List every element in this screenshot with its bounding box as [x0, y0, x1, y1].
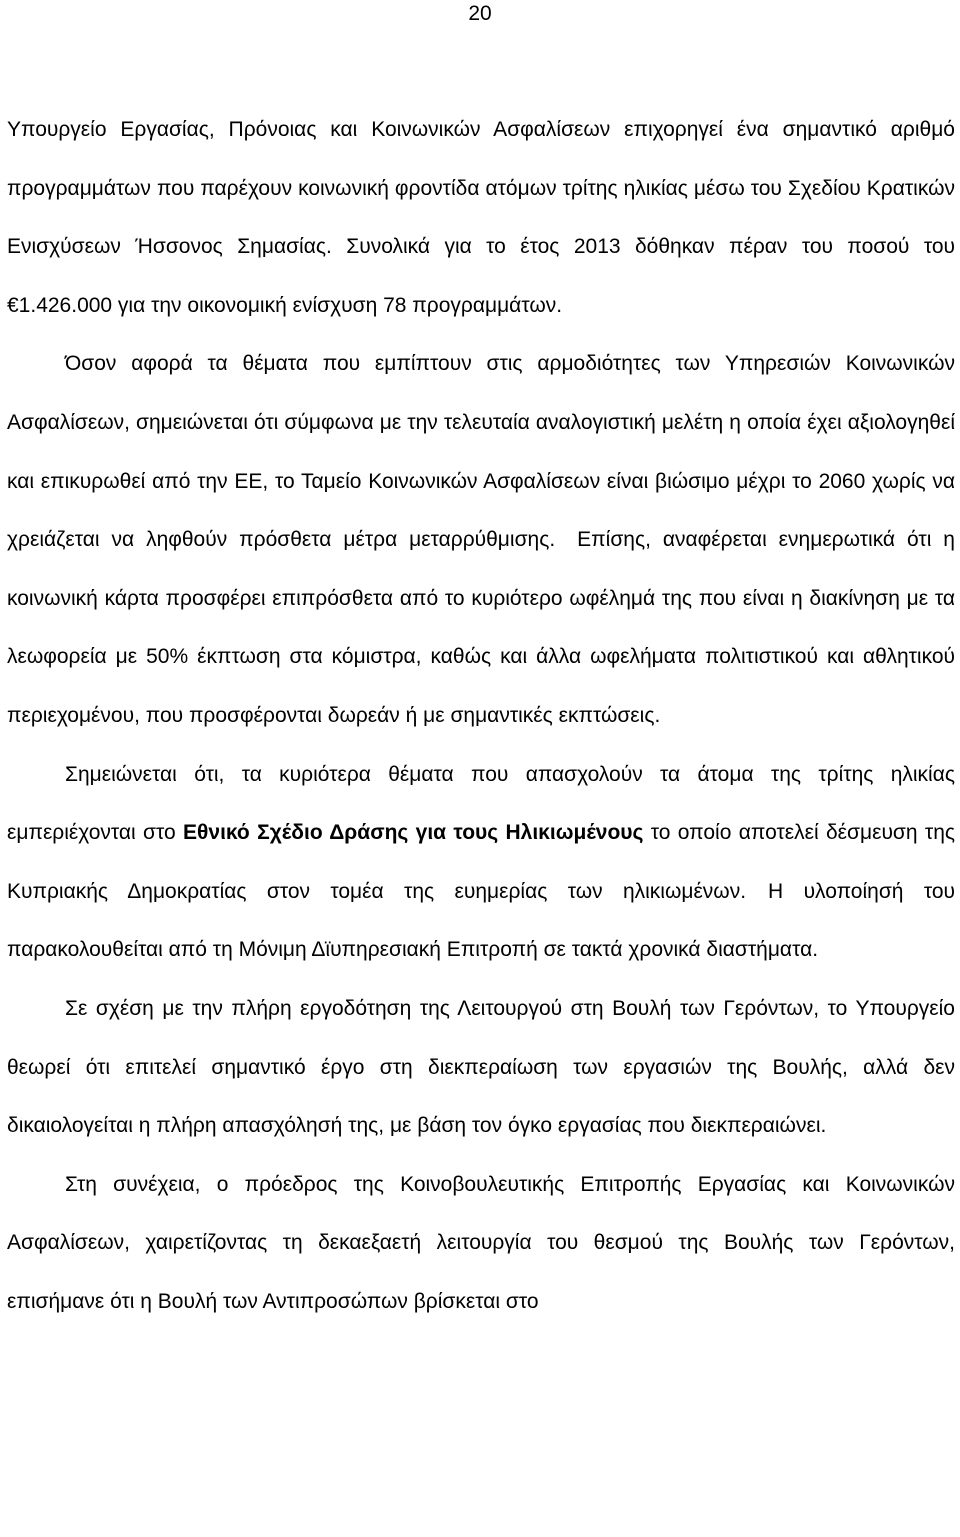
paragraph-5-text: Στη συνέχεια, ο πρόεδρος της Κοινοβουλευτικής Επιτροπής Εργασίας και Κοινωνικών Ασφαλίσεων, χαιρετίζοντας τη δεκαεξαετή λειτουργία του θεσμού της Βουλής των Γερόντων, επισήμανε ότι η Βουλή των Αντιπροσώπων βρίσκεται στο [7, 1172, 955, 1313]
paragraph-3-text-before: Σημειώνεται ότι, τα κυριότερα θέματα που απασχολούν τα άτομα της τρίτης ηλικίας εμπεριέχονται στο [7, 762, 955, 845]
paragraph-3-text-after: το οποίο αποτελεί δέσμευση της Κυπριακής Δημοκρατίας στον τομέα της ευημερίας των ηλικιωμένων. [7, 821, 955, 903]
page-number: 20 [468, 2, 492, 25]
paragraph-1 [7, 101, 955, 335]
paragraph-3 [7, 746, 955, 980]
paragraph-1-text: Υπουργείο Εργασίας, Πρόνοιας και Κοινωνικών Ασφαλίσεων επιχορηγεί ένα σημαντικό αριθμό προγραμμάτων που παρέχουν κοινωνική φροντίδα ατόμων τρίτης ηλικίας μέσω του Σχεδίου Κρατικών Ενισχύσεων Ήσσονος Σημασίας. Συνολικά για το έτος 2013 δόθηκαν πέραν του ποσού του €1.426.000 για την οικονομική ενίσχυση 78 προγραμμάτων. [7, 118, 955, 317]
paragraph-3-text-b: Η υλοποίησή του παρακολουθείται από τη Μόνιμη Δϊυπηρεσιακή Επιτροπή σε τακτά χρονικά διαστήματα. [7, 879, 955, 962]
paragraph-4-text: Σε σχέση με την πλήρη εργοδότηση της Λειτουργού στη Βουλή των Γερόντων, το Υπουργείο θεωρεί ότι επιτελεί σημαντικό έργο στη διεκπεραίωση των εργασιών της Βουλής, αλλά δεν δικαιολογείται η πλήρη απασχόλησή της, με βάση τον όγκο εργασίας που διεκπεραιώνει. [7, 996, 955, 1138]
document-body [7, 101, 955, 1331]
paragraph-4 [7, 980, 955, 1156]
paragraph-2-text-a: Όσον αφορά τα θέματα που εμπίπτουν στις αρμοδιότητες των Υπηρεσιών Κοινωνικών Ασφαλίσεων, σημειώνεται ότι σύμφωνα με την τελευταία αναλογιστική μελέτη η οποία έχει αξιολογηθεί και επικυρωθεί από την ΕΕ, το Ταμείο Κοινωνικών Ασφαλίσεων είναι βιώσιμο μέχρι το 2060 χωρίς να χρειάζεται να ληφθούν πρόσθετα μέτρα μεταρρύθμισης. [7, 352, 955, 552]
paragraph-2 [7, 335, 955, 745]
paragraph-5 [7, 1156, 955, 1332]
paragraph-2-text-b: Επίσης, αναφέρεται ενημερωτικά ότι η κοινωνική κάρτα προσφέρει επιπρόσθετα από το κυριότερο ωφέλημά της που είναι η διακίνηση με τα λεωφορεία με 50% έκπτωση στα κόμιστρα, καθώς και άλλα ωφελήματα πολιτιστικού και αθλητικού περιεχομένου, που προσφέρονται δωρεάν ή με σημαντικές εκπτώσεις. [7, 528, 955, 727]
action-plan-title: Εθνικό Σχέδιο Δράσης για τους Ηλικιωμένους [183, 821, 644, 845]
